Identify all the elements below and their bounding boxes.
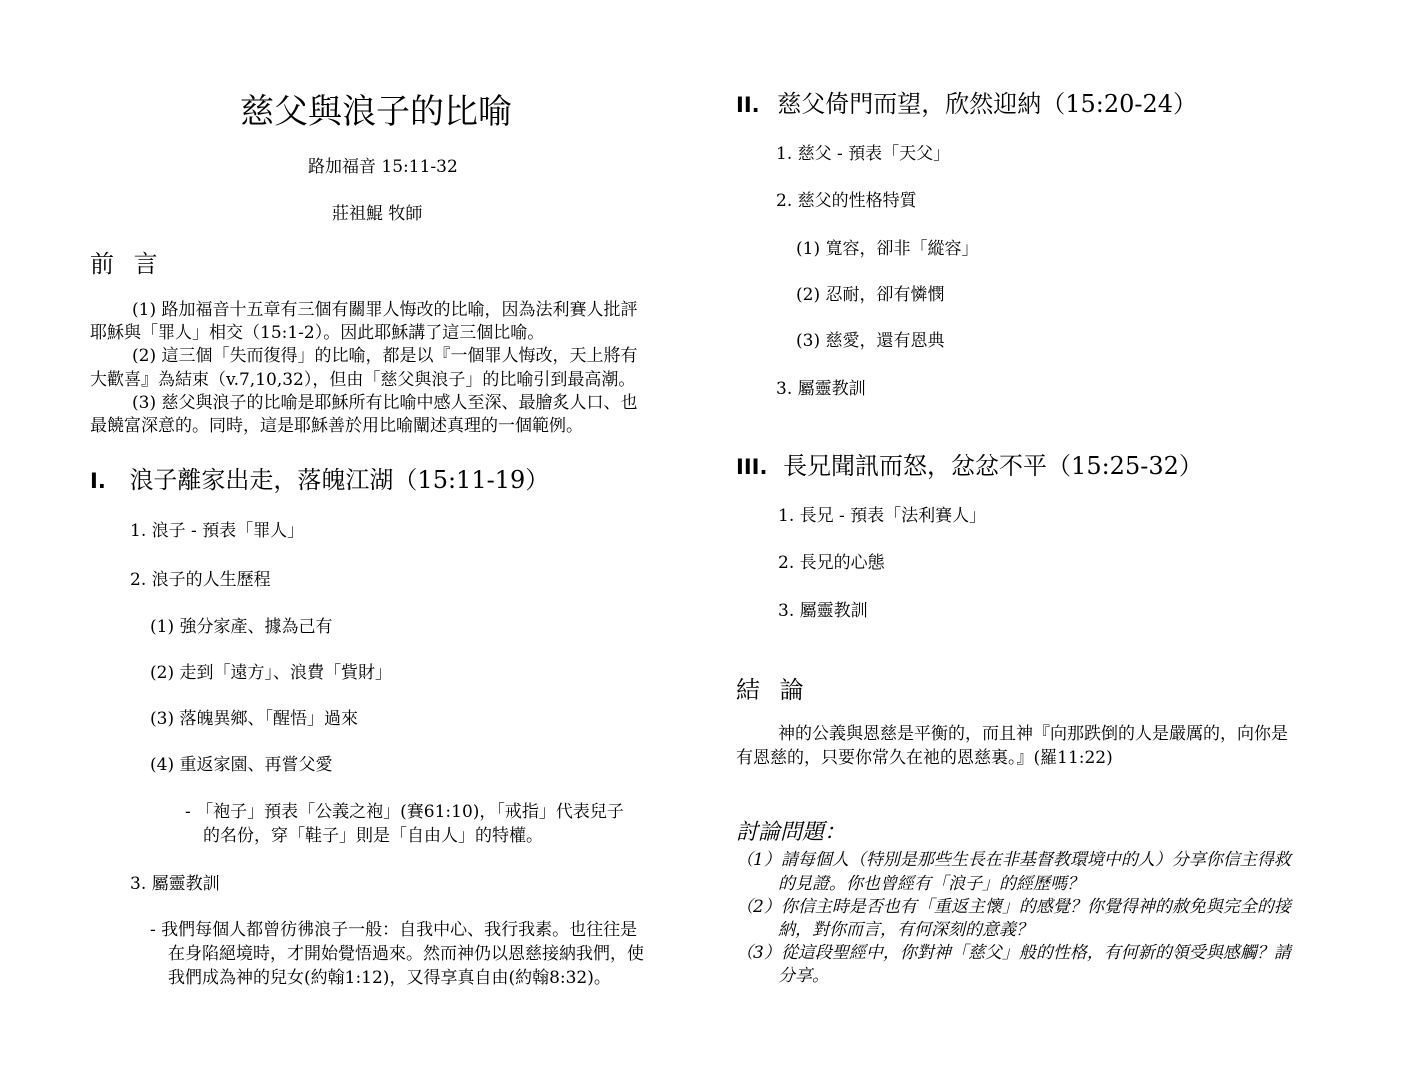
section-2-number: II. — [736, 93, 760, 117]
section-2-heading — [736, 84, 1197, 119]
section-3-number: III. — [736, 455, 768, 479]
section-1-item-3: 3. 屬靈教訓 — [130, 874, 220, 894]
section-2-sub-2: (2) 忍耐，卻有憐憫 — [796, 285, 945, 305]
discussion-q2-line1: （2）你信主時是否也有「重返主懷」的感覺？你覺得神的赦免與完全的接 — [736, 897, 1291, 917]
page-title: 慈父與浪子的比喻 — [240, 92, 512, 132]
section-1-title: 浪子離家出走，落魄江湖（15:11-19） — [129, 466, 550, 494]
discussion-q1-line1: （1）請每個人（特別是那些生長在非基督教環境中的人）分享你信主得救 — [736, 850, 1291, 870]
scripture-reference: 路加福音 15:11-32 — [308, 157, 458, 177]
section-3-heading — [736, 446, 1203, 481]
intro-p3-line1: (3) 慈父與浪子的比喻是耶穌所有比喻中感人至深、最膾炙人口、也 — [132, 393, 638, 413]
discussion-q3-line1: （3）從這段聖經中，你對神「慈父」般的性格，有何新的領受與感觸？請 — [736, 943, 1291, 963]
section-1-heading — [90, 460, 549, 495]
section-1-number: I. — [90, 469, 106, 493]
section-3-item-1: 1. 長兄 - 預表「法利賽人」 — [778, 506, 987, 526]
conclusion-heading: 結 論 — [736, 676, 810, 704]
section-1-lesson-line2: 在身陷絕境時，才開始覺悟過來。然而神仍以恩慈接納我們，使 — [168, 944, 644, 964]
section-3-item-3: 3. 屬靈教訓 — [778, 601, 868, 621]
section-2-item-2: 2. 慈父的性格特質 — [776, 191, 917, 211]
section-2-item-1: 1. 慈父 - 預表「天父」 — [776, 144, 951, 164]
section-2-title: 慈父倚門而望，欣然迎納（15:20-24） — [777, 90, 1198, 118]
section-3-item-2: 2. 長兄的心態 — [778, 553, 885, 573]
section-1-sub-3: (3) 落魄異鄉、「醒悟」過來 — [150, 709, 358, 729]
section-1-lesson-line3: 我們成為神的兒女(約翰1:12)，又得享真自由(約翰8:32)。 — [168, 968, 611, 988]
section-1-sub-1: (1) 強分家產、據為己有 — [150, 617, 333, 637]
section-1-lesson-line1: - 我們每個人都曾彷彿浪子一般：自我中心、我行我素。也往往是 — [150, 920, 638, 940]
section-1-item-2: 2. 浪子的人生歷程 — [130, 570, 271, 590]
section-1-item-1: 1. 浪子 - 預表「罪人」 — [130, 521, 305, 541]
author: 莊祖鯤 牧師 — [332, 204, 423, 224]
section-1-sub-4: (4) 重返家園、再嘗父愛 — [150, 755, 333, 775]
section-1-note-line1: - 「袍子」預表「公義之袍」(賽61:10)，「戒指」代表兒子 — [185, 802, 624, 822]
section-2-sub-1: (1) 寬容，卻非「縱容」 — [796, 239, 979, 259]
section-2-item-3: 3. 屬靈教訓 — [776, 379, 866, 399]
intro-p2-line1: (2) 這三個「失而復得」的比喻，都是以『一個罪人悔改，天上將有 — [132, 346, 638, 366]
discussion-q1-line2: 的見證。你也曾經有「浪子」的經歷嗎？ — [778, 874, 1084, 894]
section-1-sub-2: (2) 走到「遠方」、浪費「貲財」 — [150, 663, 392, 683]
discussion-heading: 討論問題： — [736, 820, 847, 845]
discussion-q2-line2: 納，對你而言，有何深刻的意義？ — [778, 920, 1033, 940]
intro-heading: 前 言 — [90, 250, 164, 278]
intro-p2-line2: 大歡喜』為結束（v.7,10,32），但由「慈父與浪子」的比喻引到最高潮。 — [90, 370, 636, 390]
section-2-sub-3: (3) 慈愛，還有恩典 — [796, 331, 945, 351]
intro-p3-line2: 最饒富深意的。同時，這是耶穌善於用比喻闡述真理的一個範例。 — [90, 416, 583, 436]
intro-p1-line1: (1) 路加福音十五章有三個有關罪人悔改的比喻，因為法利賽人批評 — [132, 300, 638, 320]
section-3-title: 長兄聞訊而怒，忿忿不平（15:25-32） — [783, 452, 1203, 480]
conclusion-line2: 有恩慈的，只要你常久在祂的恩慈裏。』(羅11:22) — [736, 748, 1113, 768]
discussion-q3-line2: 分享。 — [778, 966, 829, 986]
intro-p1-line2: 耶穌與「罪人」相交（15:1-2）。因此耶穌講了這三個比喻。 — [90, 323, 545, 343]
conclusion-line1: 神的公義與恩慈是平衡的，而且神『向那跌倒的人是嚴厲的，向你是 — [778, 724, 1288, 744]
section-1-note-line2: 的名份，穿「鞋子」則是「自由人」的特權。 — [203, 826, 543, 846]
